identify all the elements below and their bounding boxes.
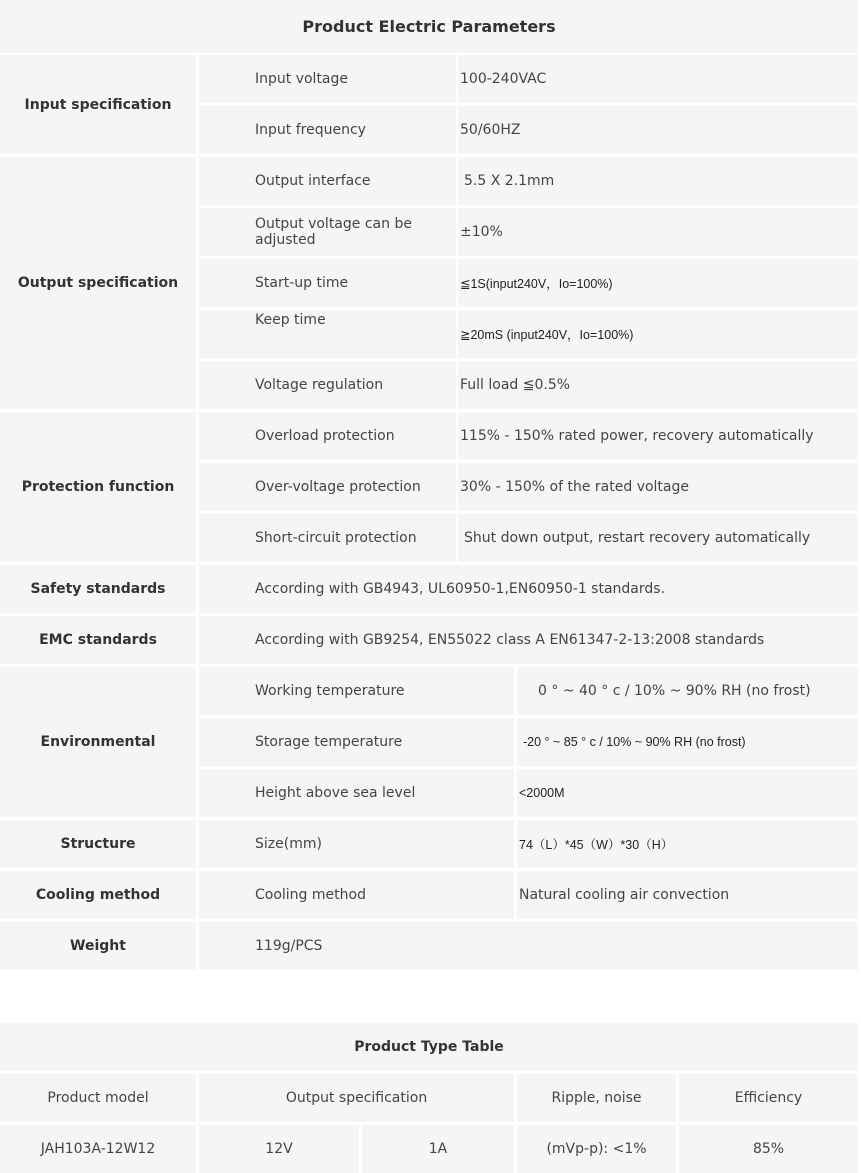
structure-size-param: Size(mm)	[199, 820, 514, 868]
output-voltage-adjust-value: ±10%	[458, 208, 858, 256]
type-row-efficiency: 85%	[679, 1125, 858, 1173]
output-interface-value: 5.5 X 2.1mm	[458, 157, 858, 205]
input-spec-label: Input specification	[0, 55, 196, 154]
overvoltage-protection-param: Over-voltage protection	[199, 463, 456, 511]
type-table-title: Product Type Table	[0, 1023, 858, 1071]
overload-protection-value: 115% - 150% rated power, recovery automatically	[458, 412, 858, 460]
keep-time-param: Keep time	[199, 310, 456, 358]
startup-time-value: ≦1S(input240V，Io=100%)	[458, 259, 858, 307]
storage-temperature-param: Storage temperature	[199, 718, 514, 766]
protection-function-label: Protection function	[0, 412, 196, 562]
structure-label: Structure	[0, 820, 196, 868]
cooling-method-label: Cooling method	[0, 871, 196, 919]
cooling-method-param: Cooling method	[199, 871, 514, 919]
type-row-model: JAH103A-12W12	[0, 1125, 196, 1173]
structure-size-value: 74（L）*45（W）*30（H）	[517, 820, 858, 868]
emc-standards-value: According with GB9254, EN55022 class A EN61347-2-13:2008 standards	[199, 616, 858, 664]
weight-label: Weight	[0, 922, 196, 970]
input-frequency-param: Input frequency	[199, 106, 456, 154]
weight-value: 119g/PCS	[199, 922, 858, 970]
short-circuit-protection-param: Short-circuit protection	[199, 514, 456, 562]
output-spec-label: Output specification	[0, 157, 196, 409]
type-header-output: Output specification	[199, 1074, 514, 1122]
type-header-efficiency: Efficiency	[679, 1074, 858, 1122]
safety-standards-label: Safety standards	[0, 565, 196, 613]
working-temperature-value: 0 ° ~ 40 ° c / 10% ~ 90% RH (no frost)	[517, 667, 858, 715]
output-interface-param: Output interface	[199, 157, 456, 205]
input-frequency-value: 50/60HZ	[458, 106, 858, 154]
voltage-regulation-value: Full load ≦0.5%	[458, 361, 858, 409]
emc-standards-label: EMC standards	[0, 616, 196, 664]
type-row-ripple: (mVp-p): <1%	[517, 1125, 676, 1173]
storage-temperature-value: -20 ° ~ 85 ° c / 10% ~ 90% RH (no frost)	[517, 718, 858, 766]
electric-parameters-title: Product Electric Parameters	[0, 0, 858, 53]
input-voltage-param: Input voltage	[199, 55, 456, 103]
input-voltage-value: 100-240VAC	[458, 55, 858, 103]
type-header-model: Product model	[0, 1074, 196, 1122]
safety-standards-value: According with GB4943, UL60950-1,EN60950-1 standards.	[199, 565, 858, 613]
short-circuit-protection-value: Shut down output, restart recovery automatically	[458, 514, 858, 562]
type-header-ripple: Ripple, noise	[517, 1074, 676, 1122]
height-above-sea-param: Height above sea level	[199, 769, 514, 817]
startup-time-param: Start-up time	[199, 259, 456, 307]
cooling-method-value: Natural cooling air convection	[517, 871, 858, 919]
overload-protection-param: Overload protection	[199, 412, 456, 460]
height-above-sea-value: <2000M	[517, 769, 858, 817]
working-temperature-param: Working temperature	[199, 667, 514, 715]
type-row-voltage: 12V	[199, 1125, 359, 1173]
voltage-regulation-param: Voltage regulation	[199, 361, 456, 409]
output-voltage-adjust-param: Output voltage can be adjusted	[199, 208, 456, 256]
overvoltage-protection-value: 30% - 150% of the rated voltage	[458, 463, 858, 511]
environmental-label: Environmental	[0, 667, 196, 817]
type-row-current: 1A	[362, 1125, 514, 1173]
keep-time-value: ≧20mS (input240V，Io=100%)	[458, 310, 858, 358]
